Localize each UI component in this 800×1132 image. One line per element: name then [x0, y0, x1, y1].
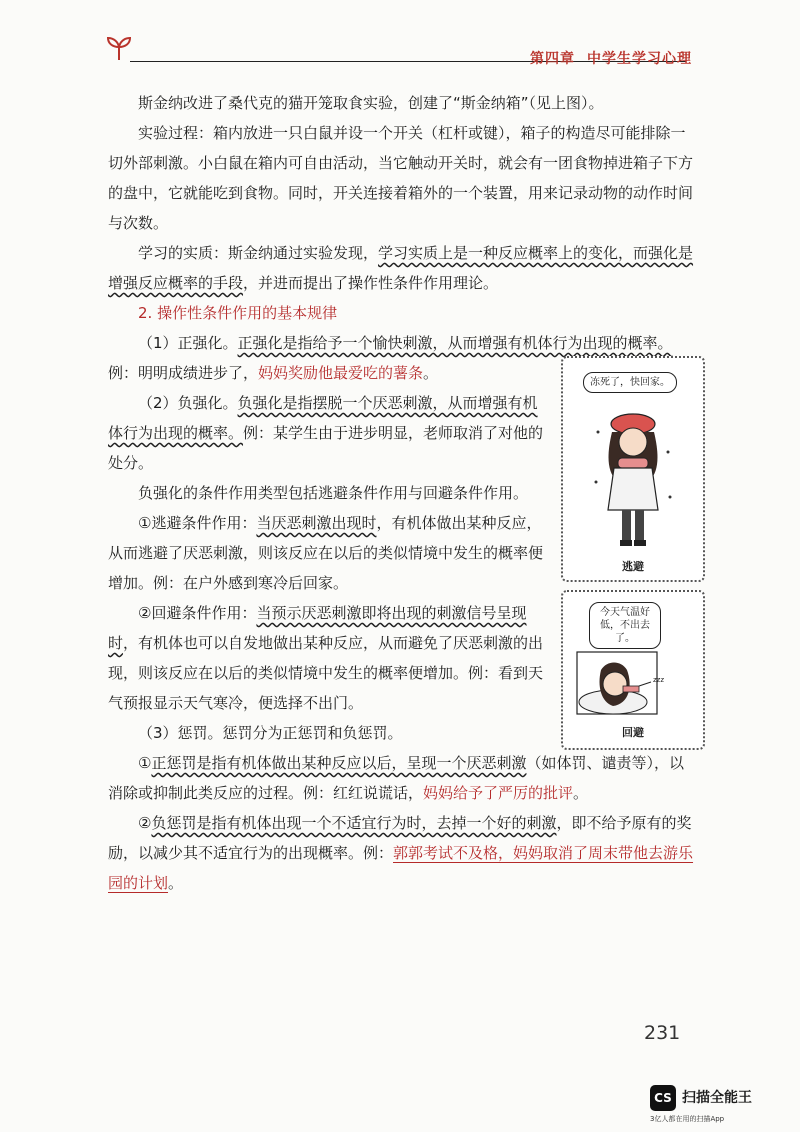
figure-avoidance	[561, 590, 705, 750]
underlined-condition: 当预示厌恶刺激即将出现的刺激信号呈现时	[108, 604, 527, 652]
underlined-essence: 学习实质上是一种反应概率上的变化，而强化是增强反应概率的手段	[108, 244, 694, 292]
underlined-definition: 正强化是指给予一个愉快刺激，从而增强有机体行为出现的概率。	[237, 334, 673, 352]
para-positive-punishment: ①正惩罚是指有机体做出某种反应以后，呈现一个厌恶刺激（如体罚、谴责等），以消除或抑制此类反应的过程。例：红红说谎话，妈妈给予了严厉的批评。	[108, 754, 684, 802]
para-avoidance-conditioning: ②回避条件作用：当预示厌恶刺激即将出现的刺激信号呈现时，有机体也可以自发地做出某种反应，从而避免了厌恶刺激的出现，则该反应在以后的类似情境中发生的概率便增加。例：看到天气预报显示天气寒冷，便选择不出门。	[108, 604, 544, 712]
chapter-title: 中学生学习心理	[587, 51, 692, 67]
page-header	[0, 0, 800, 80]
underlined-definition: 正惩罚是指有机体做出某种反应以后，呈现一个厌恶刺激	[151, 754, 527, 772]
figure-caption: 回避	[622, 726, 644, 739]
chapter-heading	[530, 48, 692, 68]
red-annotation: 郭郭考试不及格，妈妈取消了周末带他去游乐园的计划	[108, 844, 694, 892]
underlined-condition: 当厌恶刺激出现时	[256, 514, 377, 532]
figure-caption: 逃避	[622, 560, 644, 573]
para-negative-types: 负强化的条件作用类型包括逃避条件作用与回避条件作用。	[138, 484, 529, 502]
svg-text:zzz: zzz	[653, 676, 665, 684]
camscanner-logo-icon: CS	[650, 1085, 676, 1111]
para-skinner-box: 斯金纳改进了桑代克的猫开笼取食实验，创建了“斯金纳箱”（见上图）。	[138, 94, 604, 112]
speech-bubble: 冻死了，快回家。	[583, 372, 677, 393]
girl-cold-illustration	[588, 402, 678, 552]
underlined-definition: 负惩罚是指有机体出现一个不适宜行为时，去掉一个好的刺激	[151, 814, 557, 832]
para-learning-essence: 学习的实质：斯金纳通过实验发现，学习实质上是一种反应概率上的变化，而强化是增强反应概率的手段，并进而提出了操作性条件作用理论。	[108, 244, 694, 292]
para-negative-punishment: ②负惩罚是指有机体出现一个不适宜行为时，去掉一个好的刺激，即不给予原有的奖励，以减少其不适宜行为的出现概率。例：郭郭考试不及格，妈妈取消了周末带他去游乐园的计划。	[108, 814, 694, 892]
section-heading: 2. 操作性条件作用的基本规律	[138, 304, 338, 322]
page-number: 231	[644, 1022, 681, 1044]
sprout-icon	[106, 34, 132, 60]
girl-in-bed-illustration	[573, 646, 693, 722]
para-escape-conditioning: ①逃避条件作用：当厌恶刺激出现时，有机体做出某种反应，从而逃避了厌恶刺激，则该反应在以后的类似情境中发生的概率便增加。例：在户外感到寒冷后回家。	[108, 514, 544, 592]
para-punishment: （3）惩罚。惩罚分为正惩罚和负惩罚。	[138, 724, 403, 742]
speech-bubble: 今天气温好低，不出去了。	[589, 602, 661, 649]
red-annotation: 妈妈给予了严厉的批评	[423, 784, 574, 802]
underlined-definition: 负强化是指摆脱一个厌恶刺激，从而增强有机体行为出现的概率。	[108, 394, 538, 442]
para-experiment-process: 实验过程：箱内放进一只白鼠并设一个开关（杠杆或键），箱子的构造尽可能排除一切外部刺激。小白鼠在箱内可自由活动，当它触动开关时，就会有一团食物掉进箱子下方的盘中，它就能吃到食物。同时，开关连接着箱外的一个装置，用来记录动物的动作时间与次数。	[108, 124, 694, 232]
figure-escape	[561, 356, 705, 582]
scanner-app-name: 扫描全能王	[682, 1090, 752, 1106]
scanner-tagline: 3亿人都在用的扫描App	[650, 1115, 725, 1123]
chapter-number: 第四章	[530, 51, 575, 67]
red-annotation: 妈妈奖励他最爱吃的薯条	[258, 364, 424, 382]
para-negative-reinforcement: （2）负强化。负强化是指摆脱一个厌恶刺激，从而增强有机体行为出现的概率。例：某学生由于进步明显，老师取消了对他的处分。	[108, 394, 544, 472]
para-positive-reinforcement: （1）正强化。正强化是指给予一个愉快刺激，从而增强有机体行为出现的概率。例：明明成绩进步了，妈妈奖励他最爱吃的薯条。	[108, 334, 673, 382]
